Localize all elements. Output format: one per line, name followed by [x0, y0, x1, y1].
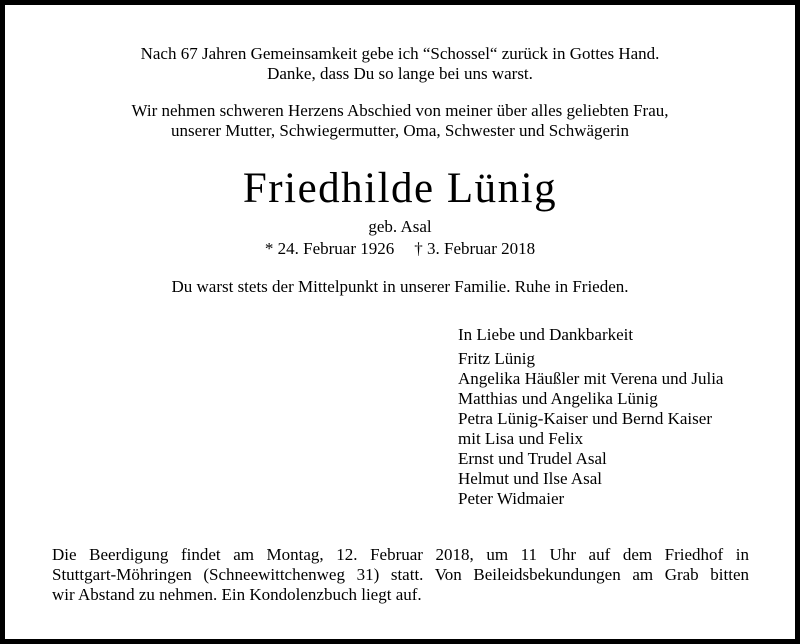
mourner-name: Ernst und Trudel Asal [458, 449, 607, 468]
intro-text [45, 44, 755, 141]
intro-line: Nach 67 Jahren Gemeinsamkeit gebe ich “Schossel“ zurück in Gottes Hand. [140, 44, 660, 63]
motto: Du warst stets der Mittelpunkt in unserer Familie. Ruhe in Frieden. [171, 277, 629, 296]
funeral-line: wir Abstand zu nehmen. Ein Kondolenzbuch liegt auf. [52, 585, 422, 604]
funeral-info [52, 545, 749, 605]
intro-line: Wir nehmen schweren Herzens Abschied von meiner über alles geliebten Frau, [131, 101, 669, 120]
death-date: † 3. Februar 2018 [414, 239, 536, 258]
mourner-name: Angelika Häußler mit Verena und Julia [458, 369, 724, 388]
life-dates [5, 239, 795, 259]
mourner-name: Fritz Lünig [458, 349, 535, 368]
mourners-lead: In Liebe und Dankbarkeit [458, 325, 634, 344]
mourner-name: Petra Lünig-Kaiser und Bernd Kaiser [458, 409, 712, 428]
funeral-line: Stuttgart-Möhringen (Schneewittchenweg 31) statt. Von Beileidsbekundungen am Grab bitten [52, 565, 749, 584]
intro-line: Danke, dass Du so lange bei uns warst. [267, 64, 533, 83]
funeral-line: Die Beerdigung findet am Montag, 12. Februar 2018, um 11 Uhr auf dem Friedhof in [52, 545, 749, 564]
mourner-name: Helmut und Ilse Asal [458, 469, 603, 488]
deceased-name: Friedhilde Lünig [242, 165, 558, 212]
mourner-name: mit Lisa und Felix [458, 429, 584, 448]
mourner-name: Matthias und Angelika Lünig [458, 389, 658, 408]
spacer [45, 84, 755, 101]
mourner-name: Peter Widmaier [458, 489, 565, 508]
birth-date: * 24. Februar 1926 [264, 239, 395, 258]
birth-name: geb. Asal [368, 217, 432, 236]
intro-line: unserer Mutter, Schwiegermutter, Oma, Schwester und Schwägerin [171, 121, 629, 140]
mourners-list [458, 325, 723, 509]
